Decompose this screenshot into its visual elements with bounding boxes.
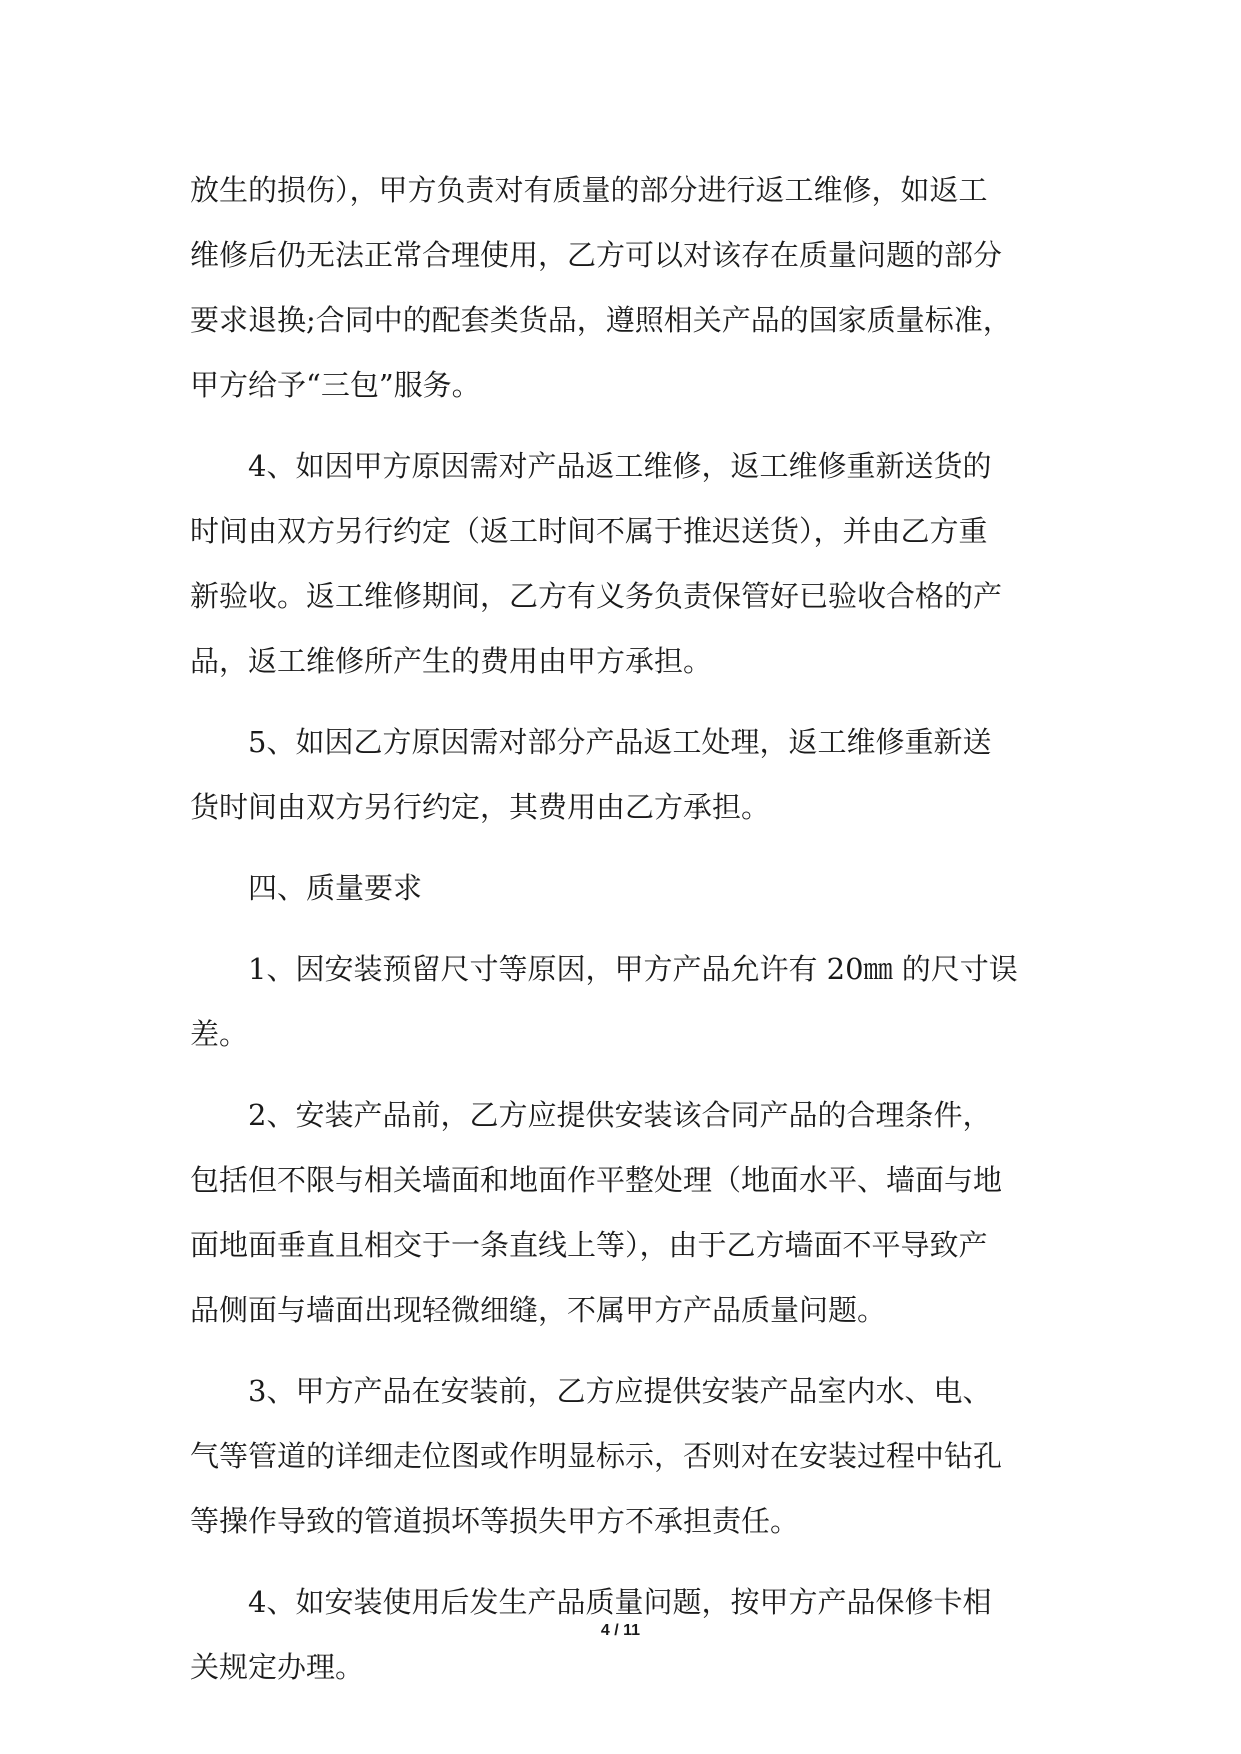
text-line: 品侧面与墙面出现轻微细缝，不属甲方产品质量问题。 bbox=[190, 1293, 887, 1327]
text-line: 差。 bbox=[190, 1017, 249, 1051]
text-line: 等操作导致的管道损坏等损失甲方不承担责任。 bbox=[190, 1504, 800, 1538]
text-line: 1、因安装预留尺寸等原因，甲方产品允许有 20㎜ 的尺寸误 bbox=[248, 952, 1018, 986]
text-line: 5、如因乙方原因需对部分产品返工处理，返工维修重新送 bbox=[248, 725, 992, 759]
text-line: 3、甲方产品在安装前，乙方应提供安装产品室内水、电、 bbox=[248, 1374, 992, 1408]
text-line: 面地面垂直且相交于一条直线上等），由于乙方墙面不平导致产 bbox=[190, 1228, 988, 1262]
text-line: 4、如安装使用后发生产品质量问题，按甲方产品保修卡相 bbox=[248, 1585, 992, 1619]
text-line: 2、安装产品前，乙方应提供安装该合同产品的合理条件， bbox=[248, 1098, 992, 1132]
text-line: 四、质量要求 bbox=[248, 871, 423, 905]
text-line: 时间由双方另行约定（返工时间不属于推迟送货），并由乙方重 bbox=[190, 514, 988, 548]
text-line: 4、如因甲方原因需对产品返工维修，返工维修重新送货的 bbox=[248, 449, 992, 483]
text-line: 甲方给予“三包”服务。 bbox=[190, 368, 481, 402]
text-line: 维修后仍无法正常合理使用，乙方可以对该存在质量问题的部分 bbox=[190, 238, 1003, 272]
paragraph-quality-2 bbox=[190, 1083, 1055, 1343]
paragraph-quality-3 bbox=[190, 1359, 1055, 1554]
text-line: 气等管道的详细走位图或作明显标示，否则对在安装过程中钻孔 bbox=[190, 1439, 1003, 1473]
text-line: 新验收。返工维修期间，乙方有义务负责保管好已验收合格的产 bbox=[190, 579, 1003, 613]
text-line: 包括但不限与相关墙面和地面作平整处理（地面水平、墙面与地 bbox=[190, 1163, 1003, 1197]
text-line: 货时间由双方另行约定，其费用由乙方承担。 bbox=[190, 790, 771, 824]
document-body bbox=[190, 158, 1055, 1716]
page-number: 4 / 11 bbox=[600, 1622, 641, 1639]
text-line: 品，返工维修所产生的费用由甲方承担。 bbox=[190, 644, 713, 678]
text-line: 放生的损伤），甲方负责对有质量的部分进行返工维修，如返工 bbox=[190, 173, 988, 207]
paragraph-clause-5-rework bbox=[190, 710, 1055, 840]
paragraph-clause-4-rework bbox=[190, 434, 1055, 694]
paragraph-warranty-continued bbox=[190, 158, 1055, 418]
paragraph-quality-1 bbox=[190, 937, 1055, 1067]
text-line: 要求退换;合同中的配套类货品，遵照相关产品的国家质量标准， bbox=[190, 303, 1012, 337]
text-line: 关规定办理。 bbox=[190, 1650, 365, 1684]
section-heading-quality bbox=[190, 856, 1055, 921]
